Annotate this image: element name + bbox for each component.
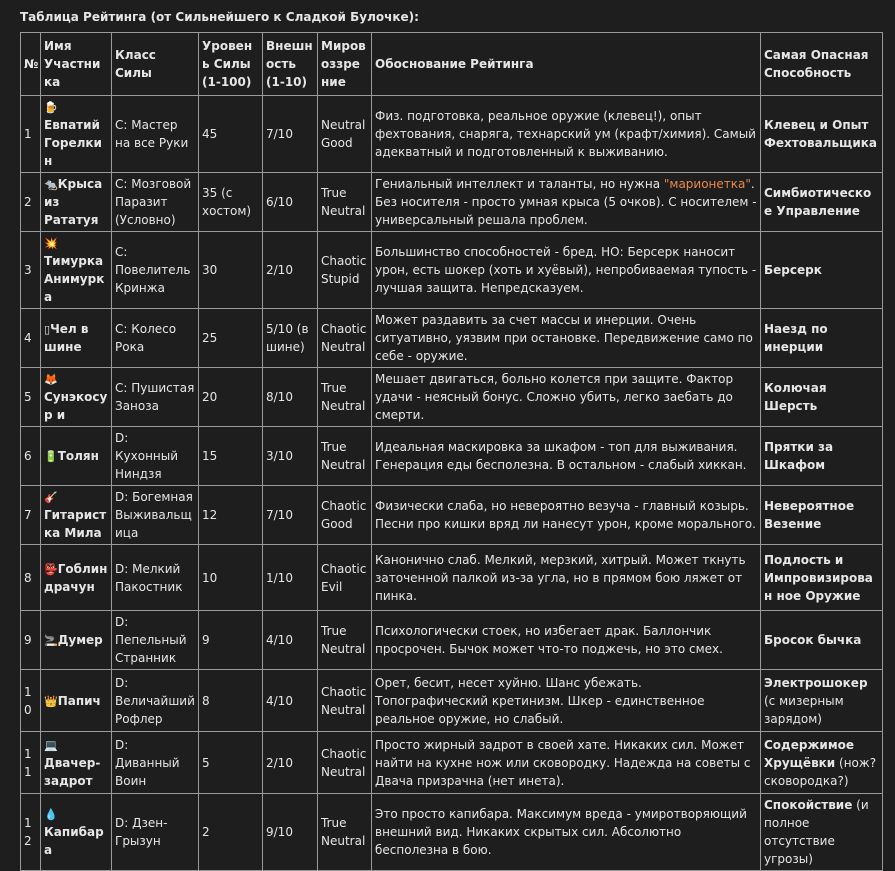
row-number: 1: [21, 96, 41, 173]
participant-name-text: Толян: [57, 449, 99, 463]
rating-reason: [372, 670, 761, 732]
dangerous-ability-name: Содержимое Хрущёвки: [764, 737, 855, 770]
table-row: [21, 427, 883, 486]
power-level: 20: [199, 368, 263, 427]
dangerous-ability-name: Клевец и Опыт Фехтовальщика: [764, 118, 877, 150]
table-row: [21, 232, 883, 309]
alignment: True Neutral: [318, 427, 372, 486]
missing-glyph-icon: ▯: [44, 323, 51, 336]
looks-score: 3/10: [263, 427, 318, 486]
power-class: D: Богемная Выживальщ ица: [112, 486, 199, 545]
participant-name: [41, 545, 112, 611]
dangerous-ability-name: Бросок бычка: [764, 633, 862, 647]
reason-text: Психологически стоек, но избегает драк. Баллончик просрочен. Бычок может что-то поджечь, но это смех.: [375, 624, 723, 656]
power-level: 8: [199, 670, 263, 732]
reason-text-continued: . Без носителя - просто умная крыса (5 очков). С носителем - универсальный решала проблем.: [375, 177, 757, 227]
table-row: [21, 732, 883, 794]
participant-name-text: Двачер-задрот: [44, 755, 101, 788]
power-class: D: Кухонный Ниндзя: [112, 427, 199, 486]
reason-text: Физ. подготовка, реальное оружие (клевец!), опыт фехтования, снаряга, технарский ум (крафт/химия). Самый адекватный и подготовленный к выживанию.: [375, 109, 756, 159]
table-row: [21, 794, 883, 871]
dangerous-ability: [761, 545, 883, 611]
row-number: 4: [21, 309, 41, 368]
row-number: 10: [21, 670, 41, 732]
participant-name: [41, 427, 112, 486]
row-number: 9: [21, 611, 41, 670]
participant-name-text: Гоблин драчун: [44, 561, 108, 594]
crown-icon: 👑: [44, 694, 58, 708]
page-title: Таблица Рейтинга (от Сильнейшего к Сладкой Булочке):: [20, 10, 419, 24]
rating-reason: [372, 368, 761, 427]
power-class: C: Мастер на все Руки: [112, 96, 199, 173]
reason-highlight: "марионетка": [663, 177, 751, 191]
participant-name-text: Гитарист ка Мила: [44, 508, 107, 540]
participant-name: [41, 173, 112, 232]
looks-score: 6/10: [263, 173, 318, 232]
alignment: Chaotic Neutral: [318, 309, 372, 368]
rating-reason: [372, 732, 761, 794]
alignment: Chaotic Good: [318, 486, 372, 545]
dangerous-ability: [761, 232, 883, 309]
alignment: True Neutral: [318, 794, 372, 871]
power-class: C: Пушистая Заноза: [112, 368, 199, 427]
dangerous-ability: [761, 173, 883, 232]
participant-name: [41, 611, 112, 670]
dangerous-ability: [761, 309, 883, 368]
power-class: C: Повелитель Кринжа: [112, 232, 199, 309]
dangerous-ability-note: (нож? сковородка?): [764, 755, 877, 788]
dangerous-ability-note: (с мизерным зарядом): [764, 693, 844, 726]
dangerous-ability: [761, 368, 883, 427]
looks-score: 1/10: [263, 545, 318, 611]
dangerous-ability-name: Наезд по инерции: [764, 322, 828, 354]
power-level: 45: [199, 96, 263, 173]
alignment: Chaotic Neutral: [318, 670, 372, 732]
column-header-level: Уровень Силы (1-100): [199, 33, 263, 96]
participant-name: [41, 309, 112, 368]
reason-text: Большинство способностей - бред. НО: Берсерк наносит урон, есть шокер (хоть и хуёвый), непробиваемая тупость - лучшая защита. Непредсказуем.: [375, 245, 757, 295]
participant-name-text: Тимурка Анимурка: [44, 254, 105, 304]
reason-text: Орет, бесит, несет хуйню. Шанс убежать. Топографический кретинизм. Шкер - единственное реальное оружие, но слабый.: [375, 675, 705, 726]
battery-icon: 🔋: [44, 450, 58, 463]
participant-name: [41, 486, 112, 545]
looks-score: 7/10: [263, 96, 318, 173]
participant-name: [41, 670, 112, 732]
looks-score: 4/10: [263, 611, 318, 670]
alignment: Chaotic Evil: [318, 545, 372, 611]
dangerous-ability-name: Невероятное Везение: [764, 499, 855, 531]
table-header-row: [21, 33, 883, 96]
dangerous-ability-name: Спокойствие: [764, 798, 853, 812]
column-header-number: №: [21, 33, 41, 96]
looks-score: 2/10: [263, 732, 318, 794]
rating-reason: [372, 545, 761, 611]
reason-text: Просто жирный задрот в своей хате. Никаких сил. Может найти на кухне нож или сковородку. Надежда на советы с Двача призрачна (нет инета).: [375, 737, 751, 788]
power-level: 25: [199, 309, 263, 368]
table-row: [21, 486, 883, 545]
dangerous-ability-name: Симбиотическое Управление: [764, 186, 872, 218]
looks-score: 9/10: [263, 794, 318, 871]
column-header-danger: Самая Опасная Способность: [761, 33, 883, 96]
column-header-alignment: Мировоззрение: [318, 33, 372, 96]
table-row: [21, 368, 883, 427]
laptop-icon: 💻: [44, 738, 58, 752]
row-number: 6: [21, 427, 41, 486]
dangerous-ability: [761, 611, 883, 670]
row-number: 5: [21, 368, 41, 427]
alignment: True Neutral: [318, 368, 372, 427]
dangerous-ability-note: (и полное отсутствие угрозы): [764, 798, 869, 866]
participant-name: [41, 232, 112, 309]
looks-score: 5/10 (в шине): [263, 309, 318, 368]
alignment: Neutral Good: [318, 96, 372, 173]
power-class: D: Величайший Рофлер: [112, 670, 199, 732]
goblin-icon: 👺: [44, 562, 58, 576]
guitar-icon: 🎸: [44, 491, 58, 504]
participant-name-text: Капибара: [44, 825, 104, 857]
column-header-looks: Внешность (1-10): [263, 33, 318, 96]
column-header-class: Класс Силы: [112, 33, 199, 96]
rating-reason: [372, 232, 761, 309]
power-class: D: Пепельный Странник: [112, 611, 199, 670]
power-class: D: Дзен-Грызун: [112, 794, 199, 871]
reason-text: Гениальный интеллект и таланты, но нужна: [375, 177, 664, 191]
reason-text: Это просто капибара. Максимум вреда - умиротворяющий внешний вид. Никаких скрытых сил. Абсолютно бесполезна в бою.: [375, 807, 747, 857]
row-number: 3: [21, 232, 41, 309]
rating-table: [20, 32, 883, 871]
beer-icon: 🍺: [44, 101, 58, 114]
rating-reason: [372, 96, 761, 173]
looks-score: 8/10: [263, 368, 318, 427]
participant-name: [41, 732, 112, 794]
fox-icon: 🦊: [44, 373, 58, 386]
table-row: [21, 611, 883, 670]
alignment: True Neutral: [318, 611, 372, 670]
power-level: 2: [199, 794, 263, 871]
dangerous-ability-name: Подлость и Импровизирован ное Оружие: [764, 552, 873, 603]
power-level: 5: [199, 732, 263, 794]
rating-reason: [372, 611, 761, 670]
rating-reason: [372, 427, 761, 486]
reason-text: Физически слаба, но невероятно везуча - главный козырь. Песни про кишки вряд ли нанесут урон, кроме морального.: [375, 499, 756, 531]
rating-reason: [372, 309, 761, 368]
power-level: 15: [199, 427, 263, 486]
power-class: D: Мелкий Пакостник: [112, 545, 199, 611]
rating-reason: [372, 173, 761, 232]
reason-text: Канонично слаб. Мелкий, мерзкий, хитрый. Может ткнуть заточенной палкой из-за угла, но в прямом бою ляжет от пинка.: [375, 552, 746, 603]
reason-text: Мешает двигаться, больно колется при защите. Фактор удачи - неясный бонус. Сложно убить, легко заебать до смерти.: [375, 372, 734, 422]
participant-name-text: Чел в шине: [44, 322, 89, 354]
participant-name-text: Крыса из Рататуя: [44, 177, 103, 227]
column-header-name: Имя Участника: [41, 33, 112, 96]
participant-name: [41, 794, 112, 871]
power-class: C: Мозговой Паразит (Условно): [112, 173, 199, 232]
participant-name-text: Папич: [57, 693, 101, 708]
participant-name-text: Евпатий Горелкин: [44, 118, 102, 168]
power-level: 35 (с хостом): [199, 173, 263, 232]
looks-score: 4/10: [263, 670, 318, 732]
reason-text: Может раздавить за счет массы и инерции. Очень ситуативно, уязвим при остановке. Передвижение само по себе - оружие.: [375, 313, 753, 363]
dangerous-ability: [761, 794, 883, 871]
power-level: 12: [199, 486, 263, 545]
dangerous-ability: [761, 427, 883, 486]
participant-name-text: Думер: [57, 633, 103, 647]
dangerous-ability: [761, 670, 883, 732]
droplet-icon: 💧: [44, 808, 58, 821]
dangerous-ability: [761, 486, 883, 545]
power-class: D: Диванный Воин: [112, 732, 199, 794]
dangerous-ability-name: Колючая Шерсть: [764, 381, 827, 413]
participant-name-text: Сунэкосур и: [44, 390, 108, 422]
row-number: 8: [21, 545, 41, 611]
rating-reason: [372, 486, 761, 545]
table-row: [21, 173, 883, 232]
power-level: 10: [199, 545, 263, 611]
table-row: [21, 309, 883, 368]
row-number: 7: [21, 486, 41, 545]
row-number: 2: [21, 173, 41, 232]
explosion-icon: 💥: [44, 237, 58, 250]
dangerous-ability-name: Прятки за Шкафом: [764, 440, 834, 472]
power-level: 9: [199, 611, 263, 670]
power-level: 30: [199, 232, 263, 309]
dangerous-ability-name: Электрошокер: [764, 675, 868, 690]
looks-score: 2/10: [263, 232, 318, 309]
looks-score: 7/10: [263, 486, 318, 545]
table-body: [21, 96, 883, 871]
alignment: Chaotic Stupid: [318, 232, 372, 309]
participant-name: [41, 368, 112, 427]
rat-icon: 🐀: [44, 178, 58, 191]
dangerous-ability-name: Берсерк: [764, 263, 822, 277]
alignment: Chaotic Neutral: [318, 732, 372, 794]
reason-text: Идеальная маскировка за шкафом - топ для выживания. Генерация еды бесполезна. В остальном - слабый хиккан.: [375, 440, 747, 472]
column-header-reason: Обоснование Рейтинга: [372, 33, 761, 96]
participant-name: [41, 96, 112, 173]
row-number: 11: [21, 732, 41, 794]
row-number: 12: [21, 794, 41, 871]
rating-reason: [372, 794, 761, 871]
cigarette-icon: 🚬: [44, 634, 58, 647]
table-row: [21, 96, 883, 173]
dangerous-ability: [761, 732, 883, 794]
power-class: C: Колесо Рока: [112, 309, 199, 368]
table-row: [21, 670, 883, 732]
alignment: True Neutral: [318, 173, 372, 232]
dangerous-ability: [761, 96, 883, 173]
table-row: [21, 545, 883, 611]
